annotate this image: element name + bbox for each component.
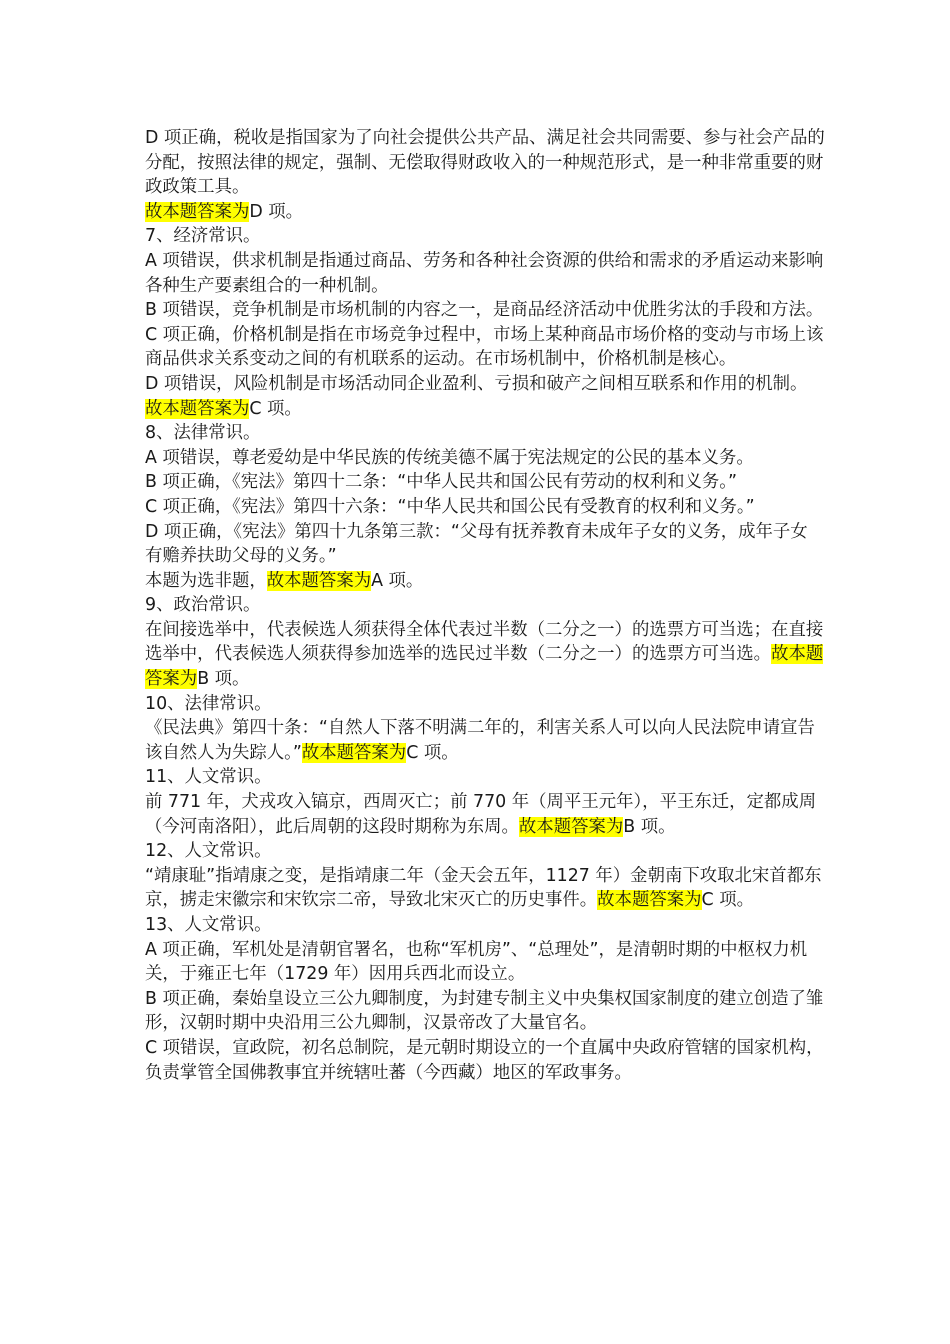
paragraph (145, 692, 825, 717)
highlighted-text: 故本题答案为 (597, 890, 702, 911)
text-run: 13、人文常识。 (145, 915, 272, 935)
paragraph (145, 126, 825, 200)
paragraph (145, 397, 825, 422)
paragraph (145, 913, 825, 938)
text-run: B 项错误，竞争机制是市场机制的内容之一，是商品经济活动中优胜劣汰的手段和方法。 (145, 300, 824, 321)
text-run: B 项。 (623, 816, 676, 837)
text-run: B 项正确，秦始皇设立三公九卿制度，为封建专制主义中央集权国家制度的建立创造了雏形，汉朝时期中央沿用三公九卿制，汉景帝改了大量官名。 (145, 988, 824, 1034)
text-run: 8、法律常识。 (145, 423, 261, 444)
text-run: D 项。 (249, 201, 304, 222)
text-run: C 项错误，宣政院，初名总制院，是元朝时期设立的一个直属中央政府管辖的国家机构，负责掌管全国佛教事宜并统辖吐蕃（今西藏）地区的军政事务。 (145, 1037, 824, 1083)
text-run: 11、人文常识。 (145, 767, 272, 788)
text-run: 前 771 年，犬戎攻入镐京，西周灭亡；前 770 年（周平王元年），平王东迁，定都成周（今河南洛阳），此后周朝的这段时期称为东周。 (145, 792, 817, 837)
paragraph (145, 495, 825, 520)
paragraph (145, 618, 825, 692)
paragraph (145, 200, 825, 225)
highlighted-text: 故本题答案为 (145, 398, 250, 419)
paragraph (145, 421, 825, 446)
paragraph (145, 938, 825, 987)
paragraph (145, 987, 825, 1036)
paragraph (145, 224, 825, 249)
text-run: D 项错误，风险机制是市场活动同企业盈利、亏损和破产之间相互联系和作用的机制。 (145, 373, 808, 394)
text-run: C 项。 (406, 742, 459, 763)
paragraph (145, 839, 825, 864)
text-run: “靖康耻”指靖康之变，是指靖康二年（金天会五年，1127 年）金朝南下攻取北宋首都东京，掳走宋徽宗和宋钦宗二帝，导致北宋灭亡的历史事件。 (145, 865, 822, 911)
paragraph (145, 716, 825, 765)
highlighted-text: 故本题答案为 (301, 742, 407, 763)
paragraph (145, 864, 825, 913)
text-run: 《民法典》第四十条：“自然人下落不明满二年的，利害关系人可以向人民法院申请宣告该自然人为失踪人。” (145, 718, 815, 763)
text-run: C 项正确，《宪法》第四十六条：“中华人民共和国公民有受教育的权利和义务。” (145, 496, 755, 517)
paragraph (145, 323, 825, 372)
text-run: A 项错误，尊老爱幼是中华民族的传统美德不属于宪法规定的公民的基本义务。 (145, 447, 754, 468)
highlighted-text: 故本题答案为 (518, 816, 624, 837)
text-run: 7、经济常识。 (145, 226, 261, 247)
text-run: B 项。 (197, 669, 250, 690)
highlighted-text: 故本题答案为 (266, 570, 372, 591)
paragraph (145, 520, 825, 569)
text-run: A 项。 (371, 570, 424, 591)
text-run: C 项。 (249, 398, 302, 419)
paragraph (145, 790, 825, 839)
highlighted-text: 故本题答案为 (145, 201, 250, 222)
paragraph (145, 765, 825, 790)
paragraph (145, 372, 825, 397)
highlighted-text: 故本题答案为 (145, 644, 824, 690)
text-run: C 项正确，价格机制是指在市场竞争过程中，市场上某种商品市场价格的变动与市场上该商品供求关系变动之间的有机联系的运动。在市场机制中，价格机制是核心。 (145, 324, 824, 370)
paragraph (145, 298, 825, 323)
text-run: 10、法律常识。 (145, 693, 272, 714)
text-run: D 项正确，税收是指国家为了向社会提供公共产品、满足社会共同需要、参与社会产品的分配，按照法律的规定，强制、无偿取得财政收入的一种规范形式，是一种非常重要的财政政策工具。 (145, 128, 825, 198)
text-run: D 项正确，《宪法》第四十九条第三款：“父母有抚养教育未成年子女的义务，成年子女有赡养扶助父母的义务。” (145, 521, 808, 567)
paragraph (145, 593, 825, 618)
paragraph (145, 569, 825, 594)
text-run: C 项。 (701, 890, 754, 911)
document-page (145, 126, 825, 1085)
text-run: B 项正确，《宪法》第四十二条：“中华人民共和国公民有劳动的权利和义务。” (145, 472, 737, 493)
text-run: A 项错误，供求机制是指通过商品、劳务和各种社会资源的供给和需求的矛盾运动来影响各种生产要素组合的一种机制。 (145, 250, 824, 296)
paragraph (145, 1036, 825, 1085)
text-run: 本题为选非题， (145, 570, 267, 591)
text-run: 在间接选举中，代表候选人须获得全体代表过半数（二分之一）的选票方可当选；在直接选举中，代表候选人须获得参加选举的选民过半数（二分之一）的选票方可当选。 (145, 619, 824, 665)
paragraph (145, 446, 825, 471)
text-run: A 项正确，军机处是清朝官署名，也称“军机房”、“总理处”，是清朝时期的中枢权力机关，于雍正七年（1729 年）因用兵西北而设立。 (145, 939, 808, 985)
text-run: 12、人文常识。 (145, 841, 272, 862)
paragraph (145, 249, 825, 298)
paragraph (145, 470, 825, 495)
text-run: 9、政治常识。 (145, 595, 261, 616)
